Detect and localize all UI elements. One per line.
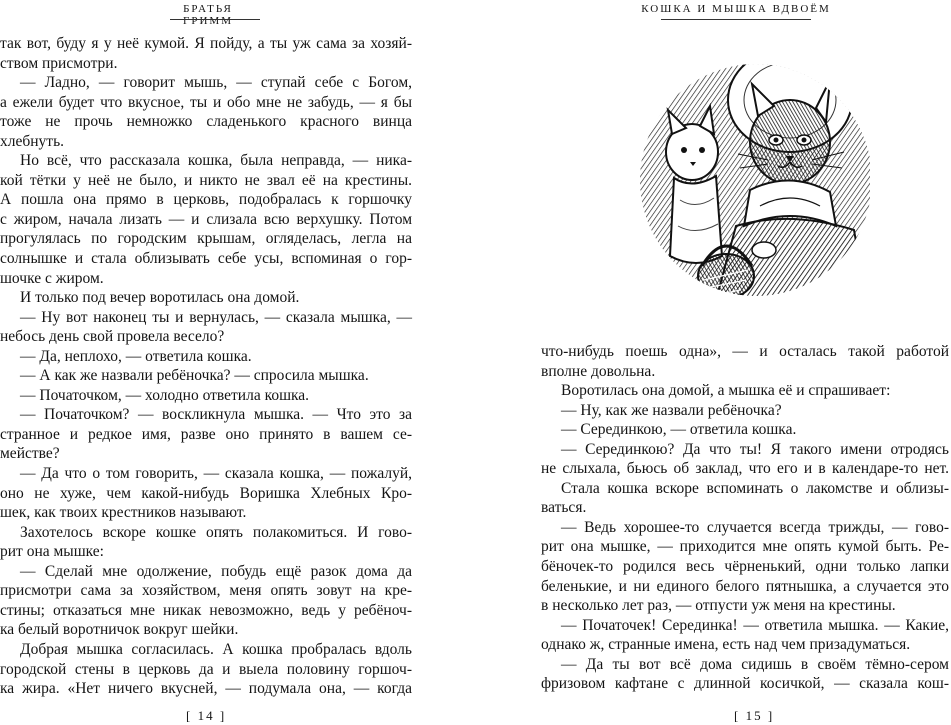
page-number: [ 15 ]	[734, 708, 775, 723]
text-line: что-нибудь поешь одна», — и осталась такой работой	[541, 343, 949, 360]
running-head-rule	[661, 19, 811, 20]
cat-with-kitten-illustration	[640, 30, 870, 322]
text-line: — Серединкою? Да что ты! Я такого имени отродясь	[561, 440, 949, 458]
body-text	[541, 342, 949, 694]
text-line: — Серединкою, — ответила кошка.	[561, 421, 797, 439]
text-line: оно не хуже, чем какой-нибудь Воришка Хлебных Кро-	[0, 484, 412, 502]
text-line: присмотри сама за хозяйством, меня опять зовут на кре-	[0, 582, 412, 600]
text-line: мействе?	[0, 445, 60, 463]
page-number: [ 14 ]	[186, 708, 227, 723]
text-line: Захотелось вскоре кошке опять полакомиться. И гово-	[20, 523, 412, 541]
text-line: — Да, неплохо, — ответила кошка.	[20, 347, 252, 365]
text-line: ством присмотри.	[0, 54, 118, 72]
text-line: рит она мышке, — приходится мне опять кумой быть. Ре-	[541, 538, 949, 556]
text-line: — Сделай мне одолжение, побудь ещё разок дома да	[20, 562, 412, 580]
text-line: Стала кошка вскоре вспоминать о лакомстве и облизы-	[561, 479, 949, 497]
text-line: — Да ты вот всё дома сидишь в своём тёмно-сером	[561, 655, 949, 673]
text-line: фризовом кафтане с длинной косичкой, — сказала кош-	[541, 675, 949, 693]
text-line: — А как же назвали ребёночка? — спросила мышка.	[20, 367, 369, 385]
text-line: ка белый воротничок вокруг шейки.	[0, 621, 239, 639]
text-line: не слыхала, бьюсь об заклад, что его и в календаре-то нет.	[541, 460, 949, 478]
text-line: небось день свой провела весело?	[0, 328, 225, 346]
text-line: ваться.	[541, 499, 587, 517]
text-line: хлебнуть.	[0, 132, 65, 150]
text-line: вполне довольна.	[541, 362, 656, 380]
text-line: однако ж, странные имена, есть над чем призадуматься.	[541, 636, 911, 654]
text-line: странное и редкое имя, разве оно принято в вашем се-	[0, 425, 412, 443]
text-line: А пошла она прямо в церковь, подобралась к горшочку	[0, 191, 412, 209]
text-line: так вот, буду я у неё кумой. Я пойду, а ты уж сама за хозяй-	[0, 35, 412, 52]
right-page	[476, 0, 951, 725]
text-line: рит она мышке:	[0, 543, 104, 561]
text-line: — Початочек! Серединка! — ответила мышка. — Какие,	[561, 616, 949, 634]
text-line: тоже не прочь немножко сладенького красного винца	[0, 113, 412, 131]
text-line: беленькие, и ни единого белого пятнышка, а случается это	[541, 577, 949, 595]
text-line: — Початочком, — холодно ответила кошка.	[20, 386, 310, 404]
text-line: И только под вечер воротилась она домой.	[20, 289, 300, 307]
text-line: — Ведь хорошее-то случается всегда трижды, — гово-	[561, 518, 949, 536]
text-line: шек, как твоих крестников называют.	[0, 504, 247, 522]
running-head: БРАТЬЯ ГРИММ	[183, 3, 233, 27]
text-line: ка жира. «Нет ничего вкусней, — подумала она, — когда	[0, 680, 412, 698]
text-line: — Початочком? — воскликнула мышка. — Что это за	[20, 406, 412, 424]
text-line: а ежели будет что вкусное, ты и обо мне не забудь, — я бы	[0, 93, 412, 111]
text-line: — Ну, как же назвали ребёночка?	[561, 401, 782, 419]
text-line: — Да что о том говорить, — сказала кошка, — пожалуй,	[20, 465, 412, 483]
text-line: Добрая мышка согласилась. А кошка пробралась вдоль	[20, 640, 412, 658]
body-text	[0, 34, 412, 699]
running-head-rule	[170, 19, 260, 20]
text-line: с жиром, начала лизать — и слизала всю верхушку. Потом	[0, 210, 412, 228]
text-line: шочке с жиром.	[0, 269, 104, 287]
text-line: Но всё, что рассказала кошка, была неправда, — ника-	[20, 152, 412, 170]
text-line: солнышке и стала облизывать себе усы, вспоминая о гор-	[0, 250, 412, 268]
text-line: бёночек-то родился весь чёрненький, одни только лапки	[541, 558, 949, 576]
text-line: в несколько лет раз, — отпусти уж меня на крестины.	[541, 597, 896, 615]
text-line: — Ну вот наконец ты и вернулась, — сказала мышка, —	[20, 308, 412, 326]
text-line: Воротилась она домой, а мышка её и спрашивает:	[561, 382, 891, 400]
text-line: кой тётки у неё не было, и никто не звал её на крестины.	[0, 171, 412, 189]
running-head: КОШКА И МЫШКА ВДВОЁМ	[641, 3, 831, 15]
text-line: городской стены в церковь да и выела половину горшоч-	[0, 660, 412, 678]
text-line: стины; отказаться мне никак невозможно, ведь у ребёноч-	[0, 601, 412, 619]
text-line: — Ладно, — говорит мышь, — ступай себе с Богом,	[20, 74, 412, 92]
text-line: прогулялась по городским крышам, огляделась, легла на	[0, 230, 412, 248]
